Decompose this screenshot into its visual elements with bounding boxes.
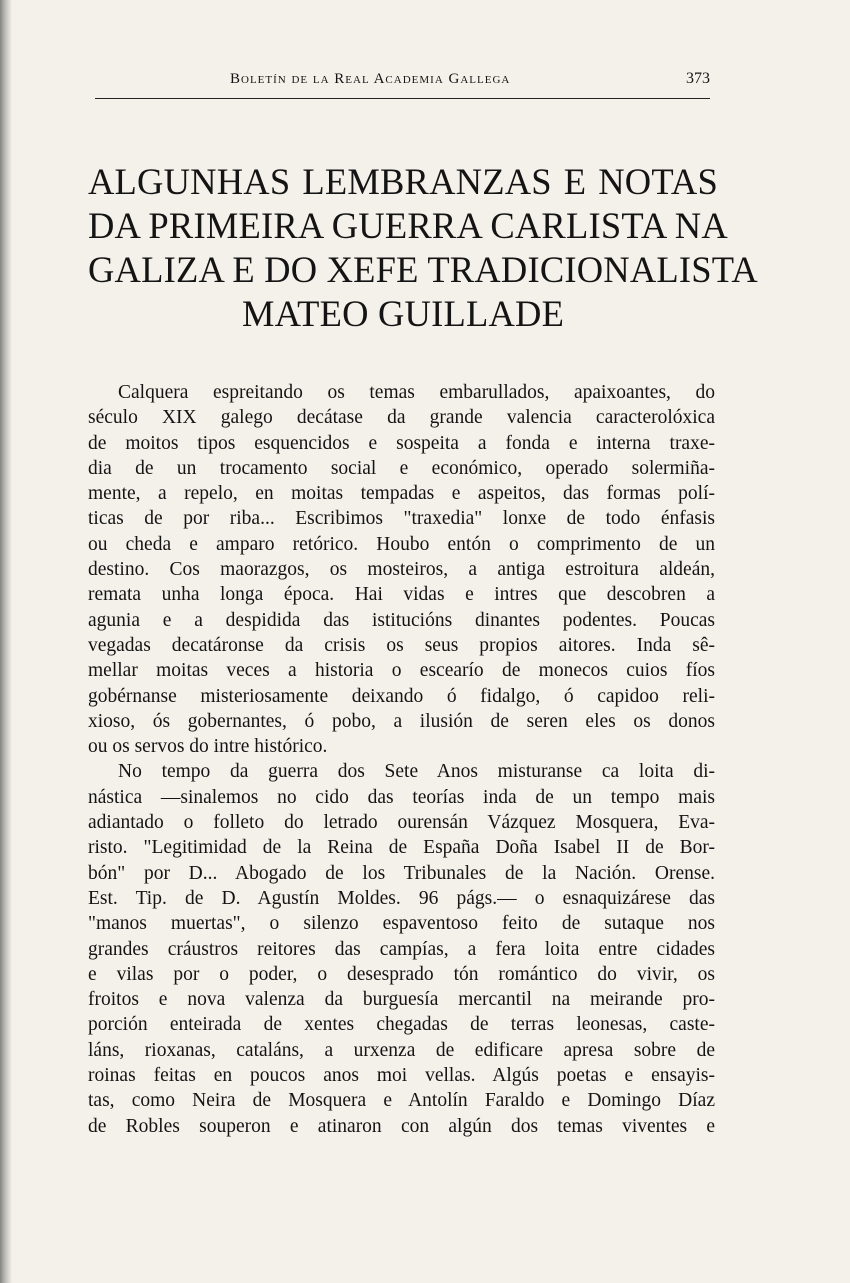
text-line: tas, como Neira de Mosquera e Antolín Faraldo e Domingo Díaz bbox=[88, 1090, 715, 1112]
title-line: DA PRIMEIRA GUERRA CARLISTA NA bbox=[88, 205, 728, 246]
page-number: 373 bbox=[686, 70, 710, 87]
text-line: bón" por D... Abogado de los Tribunales de la Nación. Orense. bbox=[88, 862, 715, 884]
text-line: remata unha longa época. Hai vidas e intres que descobren a bbox=[88, 584, 715, 606]
text-line: ou cheda e amparo retórico. Houbo entón o comprimento de un bbox=[88, 533, 715, 555]
text-line: adiantado o folleto do letrado ourensán Vázquez Mosquera, Eva- bbox=[88, 812, 715, 834]
text-line: porción enteirada de xentes chegadas de terras leonesas, caste- bbox=[88, 1014, 715, 1036]
text-line: Calquera espreitando os temas embarullados, apaixoantes, do bbox=[118, 382, 715, 403]
text-line: ticas de por riba... Escribimos "traxedia" lonxe de todo énfasis bbox=[88, 508, 715, 530]
text-line: láns, rioxanas, cataláns, a urxenza de edificare apresa sobre de bbox=[88, 1039, 715, 1061]
text-line: froitos e nova valenza da burguesía mercantil na meirande pro- bbox=[88, 989, 715, 1011]
title-line: ALGUNHAS LEMBRANZAS E NOTAS bbox=[88, 161, 718, 202]
text-line: agunia e a despidida das istitucións dinantes podentes. Poucas bbox=[88, 609, 715, 631]
text-line: mente, a repelo, en moitas tempadas e aspeitos, das formas polí- bbox=[88, 483, 715, 505]
text-line: "manos muertas", o silenzo espaventoso feito de sutaque nos bbox=[88, 913, 715, 935]
header-rule bbox=[95, 98, 710, 99]
text-line: vegadas decatáronse da crisis os seus propios aitores. Inda sê- bbox=[88, 634, 715, 656]
text-line: destino. Cos maorazgos, os mosteiros, a antiga estroitura aldeán, bbox=[88, 559, 715, 581]
text-line: grandes cráustros reitores das campías, a fera loita entre cidades bbox=[88, 938, 715, 960]
text-line: Est. Tip. de D. Agustín Moldes. 96 págs.— o esnaquizárese das bbox=[88, 887, 715, 909]
text-line: de Robles souperon e atinaron con algún dos temas viventes e bbox=[88, 1115, 715, 1137]
scan-edge-shadow bbox=[0, 0, 12, 1283]
text-line: mellar moitas veces a historia o escearío de monecos cuios fíos bbox=[88, 660, 715, 682]
title-line: MATEO GUILLADE bbox=[241, 293, 565, 334]
text-line: nástica —sinalemos no cido das teorías inda de un tempo mais bbox=[88, 786, 715, 808]
text-line: gobérnanse misteriosamente deixando ó fidalgo, ó capidoo reli- bbox=[88, 685, 715, 707]
article-body bbox=[88, 380, 715, 1139]
text-line: roinas feitas en poucos anos moi vellas. Algús poetas e ensayis- bbox=[88, 1065, 715, 1087]
text-line: dia de un trocamento social e económico, operado solermiña- bbox=[88, 457, 715, 479]
journal-title: Boletín de la Real Academia Gallega bbox=[230, 71, 511, 87]
text-line: ou os servos do intre histórico. bbox=[88, 736, 328, 758]
text-line: risto. "Legitimidad de la Reina de España Doña Isabel II de Bor- bbox=[88, 837, 715, 859]
article-title bbox=[88, 160, 758, 336]
running-head bbox=[95, 70, 710, 92]
text-line: e vilas por o poder, o desesprado tón romántico do vivir, os bbox=[88, 963, 715, 985]
text-line: século XIX galego decátase da grande valencia caracterolóxica bbox=[88, 407, 715, 429]
text-line: No tempo da guerra dos Sete Anos misturanse ca loita di- bbox=[118, 761, 715, 783]
text-line: de moitos tipos esquencidos e sospeita a fonda e interna traxe- bbox=[88, 432, 715, 454]
text-line: xioso, ós gobernantes, ó pobo, a ilusión de seren eles os donos bbox=[88, 710, 715, 732]
title-line: GALIZA E DO XEFE TRADICIONALISTA bbox=[88, 249, 758, 290]
